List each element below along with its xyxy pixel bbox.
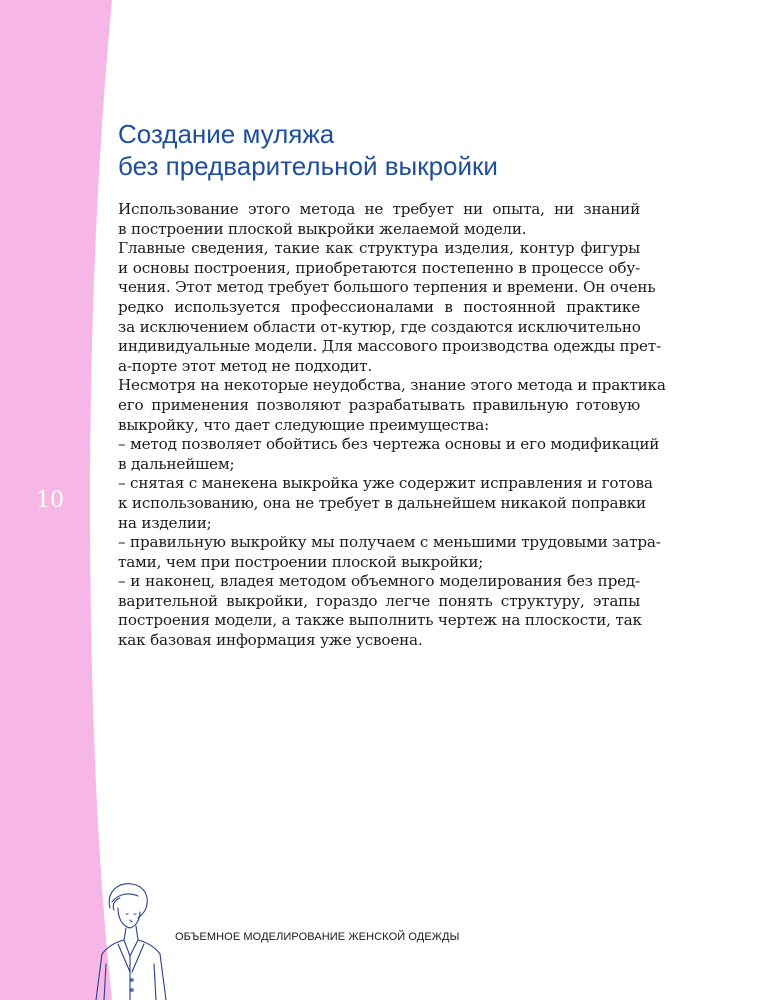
text-line: варительной выкройки, гораздо легче понять структуру, этапы (118, 591, 640, 610)
text-line: – снятая с манекена выкройка уже содержит исправления и готова (118, 474, 653, 493)
text-line: в дальнейшем; (118, 454, 235, 473)
running-footer: ОБЪЕМНОЕ МОДЕЛИРОВАНИЕ ЖЕНСКОЙ ОДЕЖДЫ (175, 931, 460, 943)
text-line: Использование этого метода не требует ни опыта, ни знаний (118, 200, 640, 218)
text-line: тами, чем при построении плоской выкройки; (118, 552, 484, 571)
title-line-1: Создание муляжа (118, 119, 335, 149)
text-line: чения. Этот метод требует большого терпения и времени. Он очень (118, 278, 656, 297)
text-line: его применения позволяют разрабатывать правильную готовую (118, 395, 640, 414)
text-line: в построении плоской выкройки желаемой модели. (118, 219, 527, 238)
text-line: как базовая информация уже усвоена. (118, 631, 423, 650)
page-number: 10 (36, 488, 64, 513)
text-line: на изделии; (118, 513, 212, 532)
text-line: Главные сведения, такие как структура изделия, контур фигуры (118, 239, 640, 258)
text-line: а-порте этот метод не подходит. (118, 356, 372, 375)
text-line: – правильную выкройку мы получаем с меньшими трудовыми затра- (118, 533, 661, 552)
text-line: – и наконец, владея методом объемного моделирования без пред- (118, 572, 640, 591)
text-line: Несмотря на некоторые неудобства, знание этого метода и практика (118, 376, 666, 395)
text-line: выкройку, что дает следующие преимущества: (118, 415, 489, 434)
title-line-2: без предварительной выкройки (118, 151, 498, 181)
woman-sketch-icon (88, 880, 168, 1000)
text-line: построения модели, а также выполнить чертеж на плоскости, так (118, 611, 642, 630)
body-text (118, 200, 666, 651)
text-line: редко используется профессионалами в постоянной практике (118, 297, 640, 316)
text-line: за исключением области от-кутюр, где создаются исключительно (118, 317, 641, 336)
text-line: к использованию, она не требует в дальнейшем никакой поправки (118, 493, 646, 512)
text-line: – метод позволяет обойтись без чертежа основы и его модификаций (118, 435, 660, 454)
text-line: индивидуальные модели. Для массового производства одежды прет- (118, 337, 661, 356)
text-line: и основы построения, приобретаются постепенно в процессе обу- (118, 258, 640, 277)
page-title (118, 118, 498, 182)
